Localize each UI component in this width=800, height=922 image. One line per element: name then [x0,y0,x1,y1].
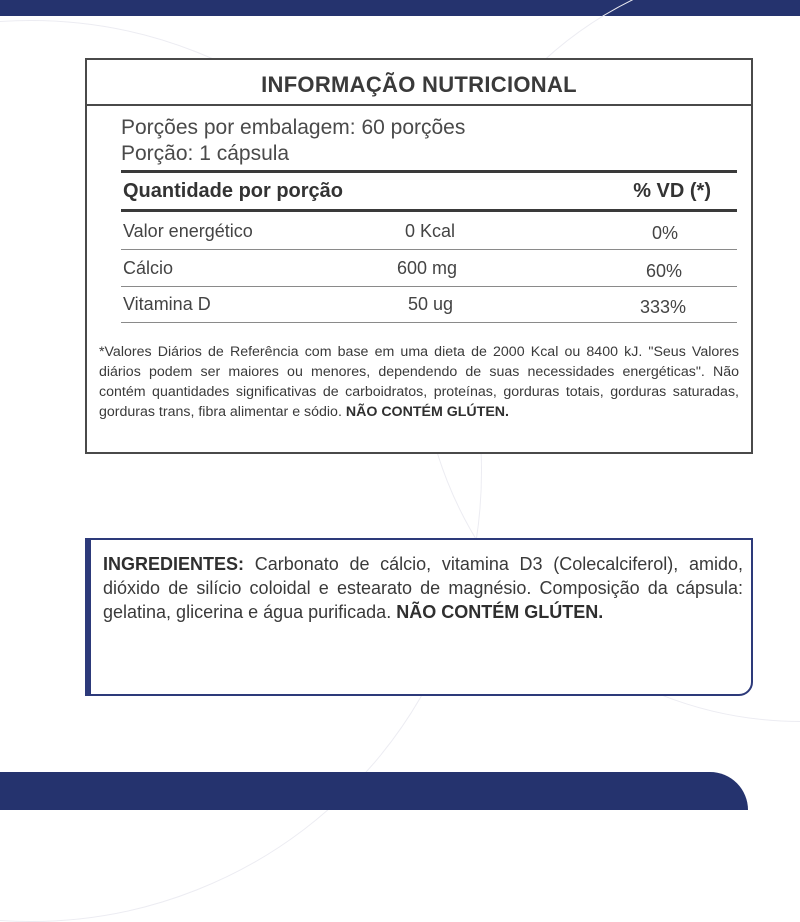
ingredients-list: Carbonato de cálcio, vitamina D3 (Colecalciferol), amido, dióxido de silício coloidal e estearato de magnésio. Composição da cápsula: gelatina, glicerina e água purificada. [103,554,743,622]
row-energy-name: Valor energético [123,221,253,241]
header-bottom-rule [121,209,737,212]
row-vitamin-d-amount: 50 ug [408,294,454,314]
row-energy-dv: 0% [652,223,679,243]
ingredients-text [103,552,743,624]
footnote-gluten-warning: NÃO CONTÉM GLÚTEN. [345,404,509,420]
footnote-text: *Valores Diários de Referência com base em uma dieta de 2000 Kcal ou 8400 kJ. "Seus Valores diários podem ser maiores ou menores, dependendo de suas necessidades energéticas". Não contém quantidades significativas de carboidratos, proteínas, gorduras totais, gorduras saturadas, gorduras trans, fibra alimentar e sódio. [99,344,739,420]
row-divider [121,286,737,287]
header-daily-value: % VD (*) [633,180,711,202]
row-energy-amount: 0 Kcal [405,221,456,241]
row-divider [121,322,737,323]
serving-size: Porção: 1 cápsula [121,142,290,165]
row-divider [121,249,737,250]
title-divider [87,104,751,106]
ingredients-label: INGREDIENTES: [103,554,245,574]
row-calcium-name: Cálcio [123,258,174,278]
row-calcium-amount: 600 mg [397,258,458,278]
ingredients-gluten-warning: NÃO CONTÉM GLÚTEN. [396,602,604,622]
nutrition-facts-panel [85,58,753,454]
ingredients-panel [85,538,753,696]
nutrition-footnote [99,342,739,422]
row-vitamin-d-name: Vitamina D [123,294,211,314]
servings-per-package: Porções por embalagem: 60 porções [121,116,466,139]
row-vitamin-d-dv: 333% [640,297,687,317]
bottom-brand-bar [0,772,748,810]
nutrition-title: INFORMAÇÃO NUTRICIONAL [261,72,577,97]
header-top-rule [121,170,737,173]
header-quantity: Quantidade por porção [123,180,344,202]
row-calcium-dv: 60% [646,261,683,281]
ingredients-accent-bar [87,540,91,694]
